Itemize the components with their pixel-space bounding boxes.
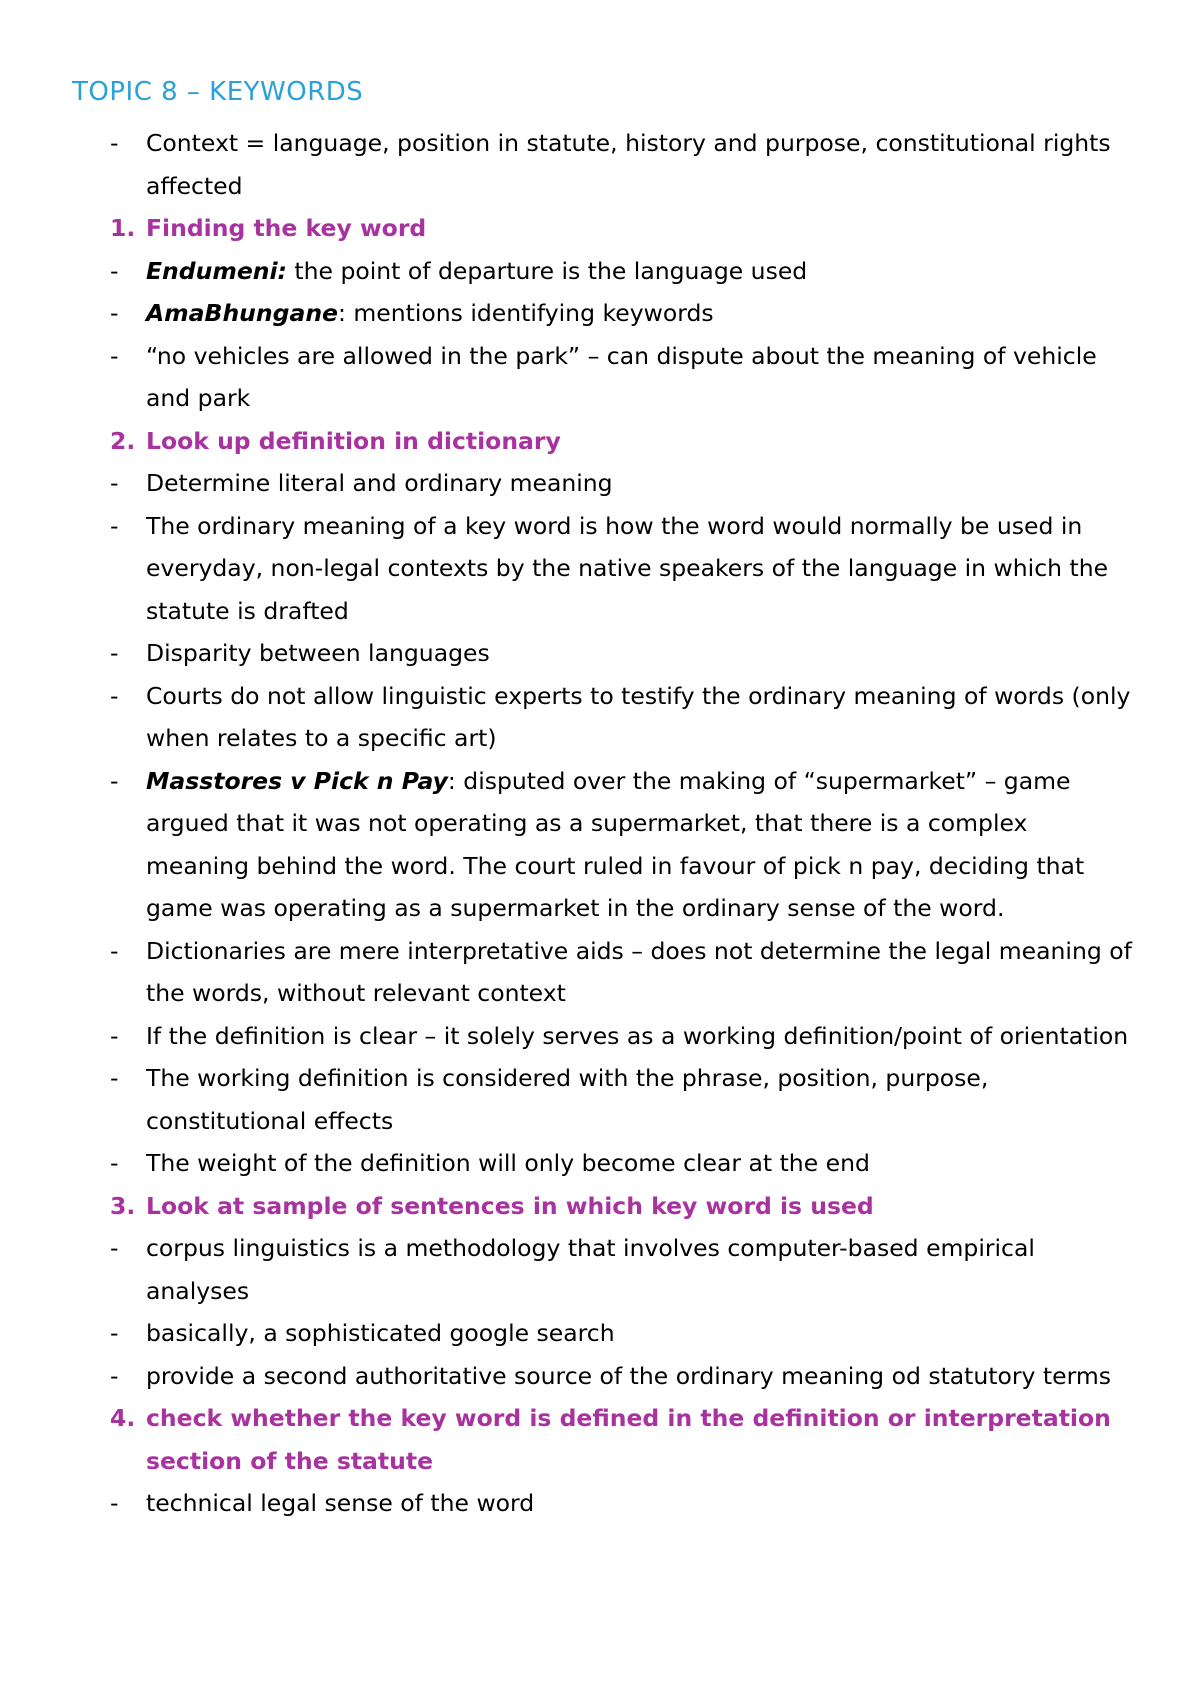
bullet-text: basically, a sophisticated google search [146,1319,615,1347]
bullet-dash: - [110,1021,119,1050]
bullet-dash: - [110,469,119,497]
heading-number: 2. [110,426,136,455]
bullet-text: : mentions identifying keywords [337,299,714,327]
notes-list [72,122,1200,1525]
bullet-text: : disputed over the making of “supermarket” – game argued that it was not operating as a supermarket, that there is a complex meaning behind the word. The court ruled in favour of pick n pay, deciding that game was operating as a supermarket in the ordinary sense of the word. [146,766,1085,922]
bullet-item [72,250,1132,293]
bullet-item [72,1355,1132,1398]
bullet-dash: - [110,256,119,285]
section-heading [72,420,1132,463]
bullet-text: Courts do not allow linguistic experts to testify the ordinary meaning of words (only when relates to a specific art) [146,681,1131,752]
bullet-dash: - [110,341,119,370]
heading-text: Finding the key word [146,214,427,242]
heading-text: Look at sample of sentences in which key word is used [146,1191,874,1220]
bullet-dash: - [110,129,119,157]
document-title: TOPIC 8 – KEYWORDS [72,77,364,107]
bullet-text: Context = language, position in statute, history and purpose, constitutional rights affected [146,129,1111,200]
section-heading [72,1397,1132,1482]
bullet-item [72,335,1132,420]
bullet-dash: - [110,1234,119,1262]
bullet-text: Determine literal and ordinary meaning [146,469,613,497]
bullet-item [72,292,1132,335]
section-heading [72,207,1132,250]
bullet-dash: - [110,1319,119,1347]
section-heading [72,1185,1132,1228]
case-name: AmaBhungane [146,299,338,327]
heading-number: 1. [110,214,136,242]
bullet-item [72,1015,1132,1058]
bullet-text: Disparity between languages [146,639,490,667]
bullet-dash: - [110,1149,119,1177]
bullet-text: corpus linguistics is a methodology that involves computer-based empirical analyses [146,1234,1035,1305]
bullet-dash: - [110,639,119,667]
bullet-text: “no vehicles are allowed in the park” – can dispute about the meaning of vehicle and park [146,341,1097,412]
bullet-dash: - [110,1361,119,1390]
bullet-text: Dictionaries are mere interpretative aids – does not determine the legal meaning of the words, without relevant context [146,936,1132,1007]
bullet-text: The working definition is considered with the phrase, position, purpose, constitutional effects [146,1064,989,1135]
bullet-item [72,632,1132,675]
heading-text: Look up definition in dictionary [146,426,561,455]
bullet-item [72,1142,1132,1185]
heading-number: 3. [110,1191,136,1220]
bullet-item [72,505,1132,633]
heading-number: 4. [110,1404,136,1432]
bullet-item [72,1312,1132,1355]
bullet-dash: - [110,1064,119,1092]
bullet-text: The weight of the definition will only become clear at the end [146,1149,870,1177]
bullet-dash: - [110,766,119,795]
bullet-item [72,122,1132,207]
bullet-item [72,760,1132,930]
bullet-dash: - [110,299,119,327]
bullet-item [72,1227,1132,1312]
bullet-text: the point of departure is the language used [286,256,808,285]
bullet-dash: - [110,1489,119,1517]
bullet-text: If the definition is clear – it solely serves as a working definition/point of orientation [146,1021,1129,1050]
bullet-item [72,675,1132,760]
bullet-item [72,1482,1132,1525]
bullet-text: technical legal sense of the word [146,1489,535,1517]
bullet-text: The ordinary meaning of a key word is how the word would normally be used in everyday, non-legal contexts by the native speakers of the language in which the statute is drafted [146,511,1109,625]
bullet-dash: - [110,936,119,965]
bullet-dash: - [110,681,119,710]
bullet-text: provide a second authoritative source of the ordinary meaning od statutory terms [146,1361,1111,1390]
case-name: Masstores v Pick n Pay [146,766,448,795]
bullet-item [72,462,1132,505]
bullet-dash: - [110,511,119,540]
bullet-item [72,930,1132,1015]
case-name: Endumeni: [146,256,287,285]
bullet-item [72,1057,1132,1142]
heading-text: check whether the key word is defined in the definition or interpretation section of the statute [146,1404,1111,1475]
